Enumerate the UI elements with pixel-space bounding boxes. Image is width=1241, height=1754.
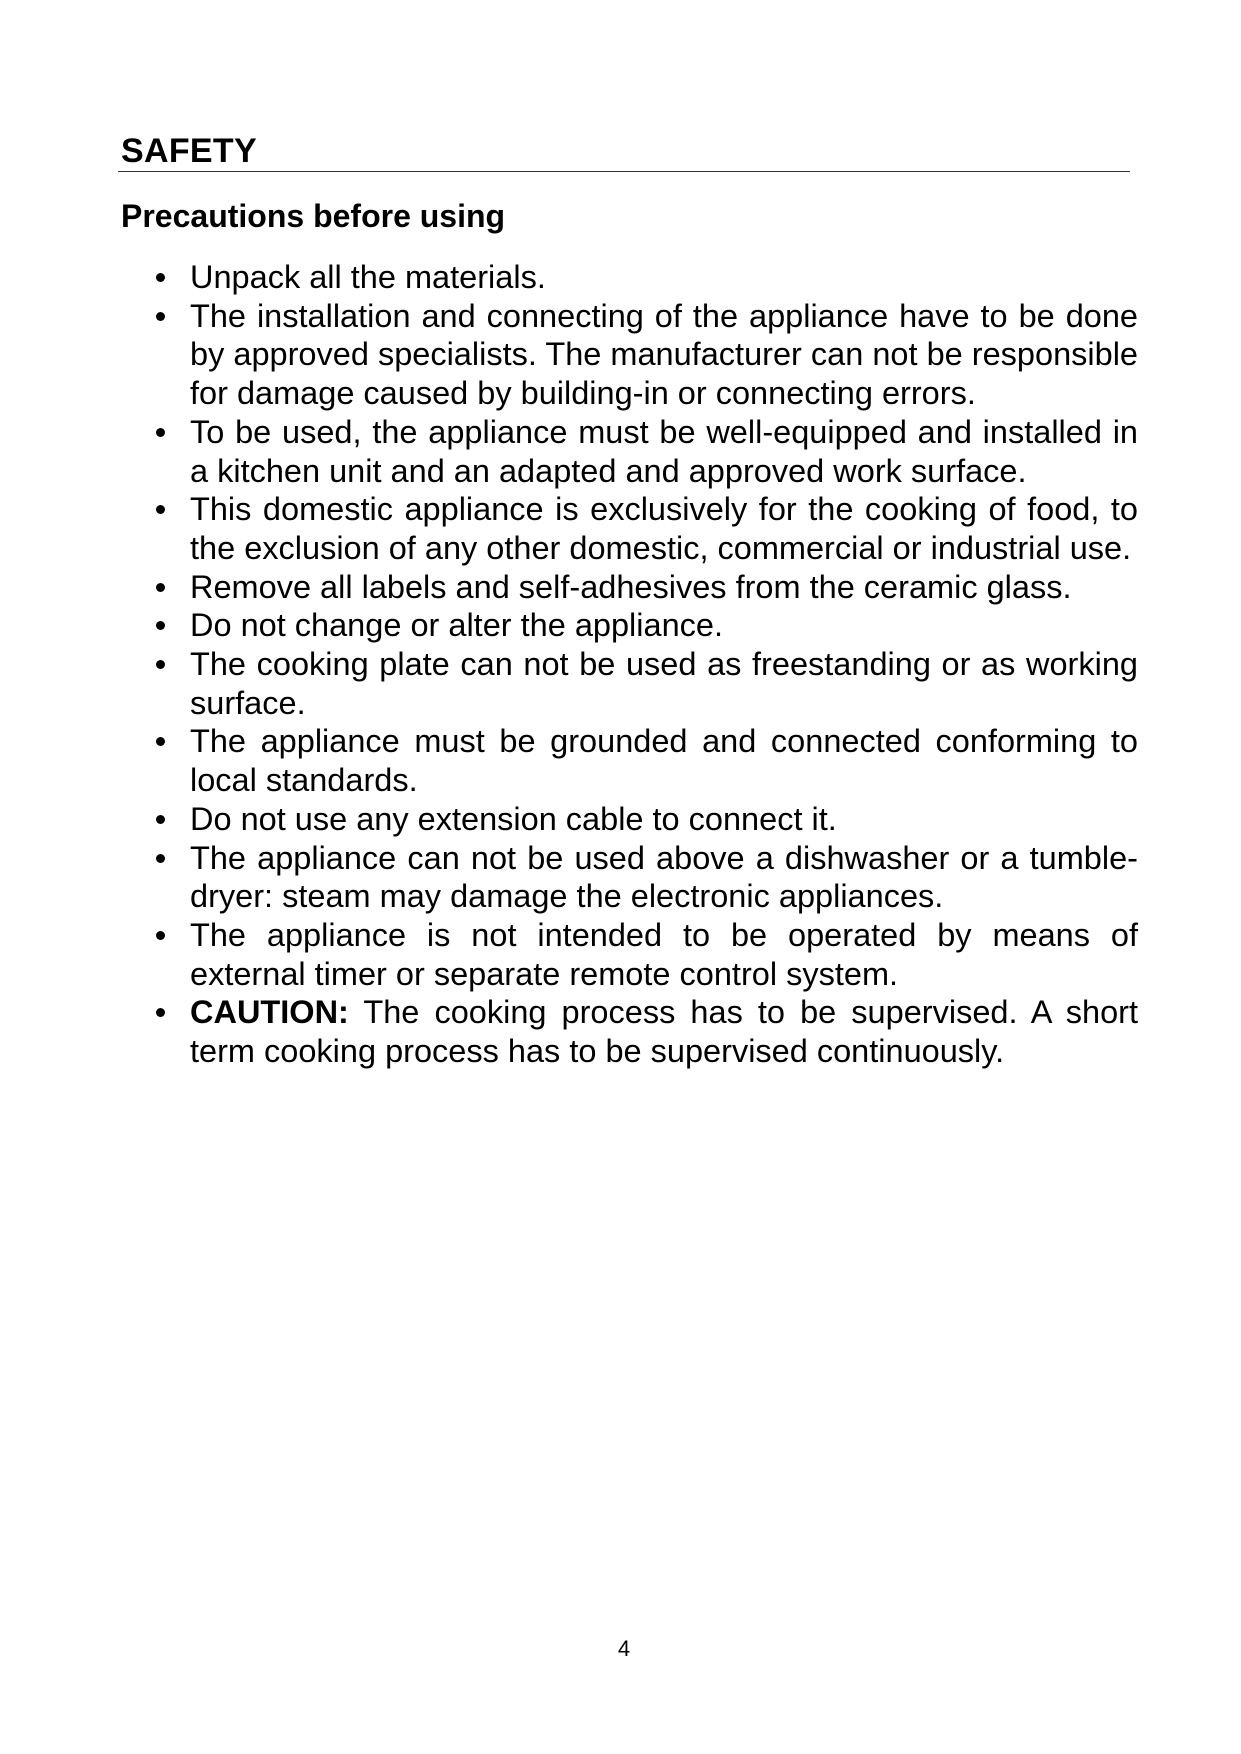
precaution-item xyxy=(190,722,1138,799)
precautions-list xyxy=(190,258,1138,1071)
precaution-item-caution xyxy=(190,993,1138,1070)
caution-text: The cooking process has to be supervised. A short term cooking process has to be supervised continuously. xyxy=(190,994,1138,1070)
precaution-item xyxy=(190,297,1138,413)
bullet-icon xyxy=(156,737,165,746)
precaution-text: The installation and connecting of the appliance have to be done by approved specialists. The manufacturer can not be responsible for damage caused by building-in or connecting errors. xyxy=(190,297,1138,412)
bullet-icon xyxy=(156,1008,165,1017)
precaution-item xyxy=(190,490,1138,567)
subsection-title: Precautions before using xyxy=(121,198,506,234)
precaution-text: Do not change or alter the appliance. xyxy=(190,607,723,644)
precaution-text: To be used, the appliance must be well-equipped and installed in a kitchen unit and an adapted and approved work surface. xyxy=(190,413,1138,489)
precaution-text: The cooking plate can not be used as freestanding or as working surface. xyxy=(190,646,1138,721)
bullet-icon xyxy=(156,660,165,669)
bullet-icon xyxy=(156,815,165,824)
precaution-item xyxy=(190,606,1138,645)
bullet-icon xyxy=(156,428,165,437)
precaution-text: The appliance is not intended to be operated by means of external timer or separate remote control system. xyxy=(190,916,1138,992)
precaution-item xyxy=(190,413,1138,490)
precaution-item xyxy=(190,839,1138,916)
bullet-icon xyxy=(156,583,165,592)
precaution-item xyxy=(190,568,1138,607)
bullet-icon xyxy=(156,505,165,514)
precaution-text: The appliance must be grounded and connected conforming to local standards. xyxy=(190,723,1138,799)
precaution-text: Remove all labels and self-adhesives from the ceramic glass. xyxy=(190,568,1072,605)
bullet-icon xyxy=(156,621,165,630)
section-title: SAFETY xyxy=(121,132,257,170)
section-divider xyxy=(118,171,1130,172)
bullet-icon xyxy=(156,931,165,940)
precaution-item xyxy=(190,258,1138,297)
precaution-text xyxy=(190,994,1138,1069)
bullet-icon xyxy=(156,854,165,863)
precaution-text: The appliance can not be used above a dishwasher or a tumble-dryer: steam may damage the electronic appliances. xyxy=(190,839,1138,915)
caution-label: CAUTION: xyxy=(190,994,349,1031)
bullet-icon xyxy=(156,312,165,321)
precaution-item xyxy=(190,645,1138,722)
precaution-text: Do not use any extension cable to connect it. xyxy=(190,800,837,837)
precaution-item xyxy=(190,916,1138,993)
page-number: 4 xyxy=(617,1636,631,1661)
precaution-item xyxy=(190,800,1138,839)
bullet-icon xyxy=(156,273,165,282)
precaution-text: This domestic appliance is exclusively for the cooking of food, to the exclusion of any other domestic, commercial or industrial use. xyxy=(190,491,1138,566)
precaution-text: Unpack all the materials. xyxy=(190,259,546,295)
